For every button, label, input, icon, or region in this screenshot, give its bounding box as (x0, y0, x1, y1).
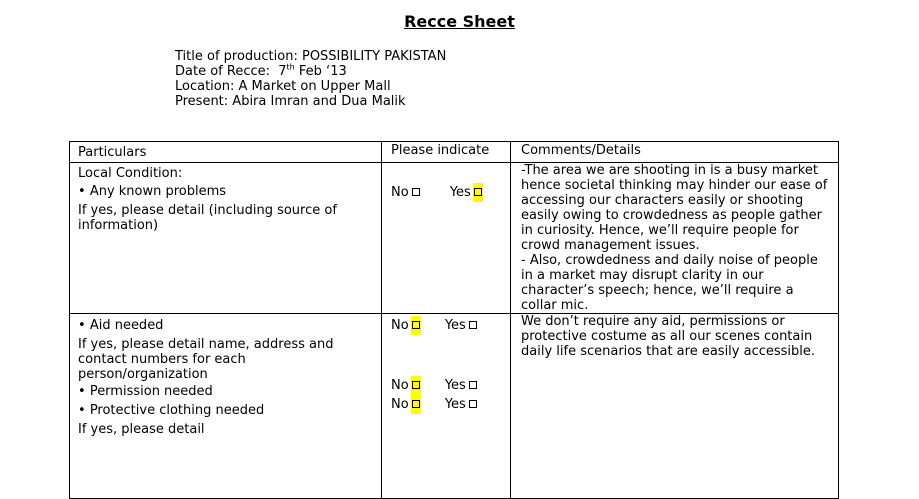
detail-known-problems: If yes, please detail (including source of information) (78, 203, 337, 233)
aid-choice (391, 318, 510, 333)
local-condition-heading: Local Condition: (78, 166, 183, 181)
table-header-row (70, 142, 839, 163)
present-value: Abira Imran and Dua Malik (232, 94, 406, 109)
no-label: No (391, 397, 409, 412)
yes-label: Yes (449, 185, 471, 200)
yes-label: Yes (444, 397, 466, 412)
recce-table (69, 141, 839, 499)
bullet-aid-needed: • Aid needed (78, 318, 381, 334)
yes-label: Yes (444, 378, 466, 393)
date-day: 7 (278, 64, 287, 79)
yes-checkbox[interactable] (469, 400, 477, 408)
no-checkbox[interactable] (412, 381, 420, 389)
bullet-known-problems: • Any known problems (78, 184, 381, 200)
yes-label: Yes (444, 318, 466, 333)
detail-last: If yes, please detail (78, 422, 205, 437)
permission-choice (391, 378, 510, 393)
table-row (70, 314, 839, 499)
present-label: Present: (175, 94, 229, 109)
indicate-cell (382, 163, 511, 314)
table-row (70, 163, 839, 314)
header-comments: Comments/Details (511, 142, 839, 163)
known-problems-choice (391, 185, 510, 200)
particulars-cell (70, 163, 382, 314)
date-label: Date of Recce: (175, 64, 270, 79)
comments-cell (511, 314, 839, 499)
location-value: A Market on Upper Mall (238, 79, 391, 94)
date-suffix: th (286, 62, 295, 72)
comment-noise: - Also, crowdedness and daily noise of people in a market may disrupt clarity in our character’s speech; hence, we’ll require a collar mic. (521, 253, 818, 313)
production-value: POSSIBILITY PAKISTAN (301, 49, 447, 64)
indicate-cell (382, 314, 511, 499)
yes-checkbox[interactable] (474, 188, 482, 196)
present-line (175, 94, 446, 109)
yes-checkbox[interactable] (469, 321, 477, 329)
no-checkbox[interactable] (412, 188, 420, 196)
no-checkbox[interactable] (412, 321, 420, 329)
recce-meta (175, 49, 446, 109)
date-rest: Feb ‘13 (298, 64, 347, 79)
yes-checkbox[interactable] (469, 381, 477, 389)
header-particulars: Particulars (70, 142, 382, 163)
date-line (175, 64, 446, 79)
page-title: Recce Sheet (404, 12, 515, 31)
header-please-indicate: Please indicate (382, 142, 511, 163)
no-label: No (391, 378, 409, 393)
production-line (175, 49, 446, 64)
comment-no-aid: We don’t require any aid, permissions or protective costume as all our scenes contain daily life scenarios that are easily accessible. (521, 314, 816, 359)
comments-cell (511, 163, 839, 314)
location-line (175, 79, 446, 94)
no-label: No (391, 185, 409, 200)
detail-aid: If yes, please detail name, address and contact numbers for each person/organization (78, 337, 334, 382)
production-label: Title of production: (175, 49, 298, 64)
clothing-choice (391, 397, 510, 412)
bullet-permission-needed: • Permission needed (78, 384, 381, 400)
particulars-cell (70, 314, 382, 499)
location-label: Location: (175, 79, 235, 94)
bullet-protective-clothing: • Protective clothing needed (78, 403, 381, 419)
no-checkbox[interactable] (412, 400, 420, 408)
no-label: No (391, 318, 409, 333)
comment-crowd: -The area we are shooting in is a busy market hence societal thinking may hinder our ease of accessing our characters easily or shooting easily owing to crowdedness as people gather in curiosity. Hence, we’ll require people for crowd management issues. (521, 163, 828, 253)
